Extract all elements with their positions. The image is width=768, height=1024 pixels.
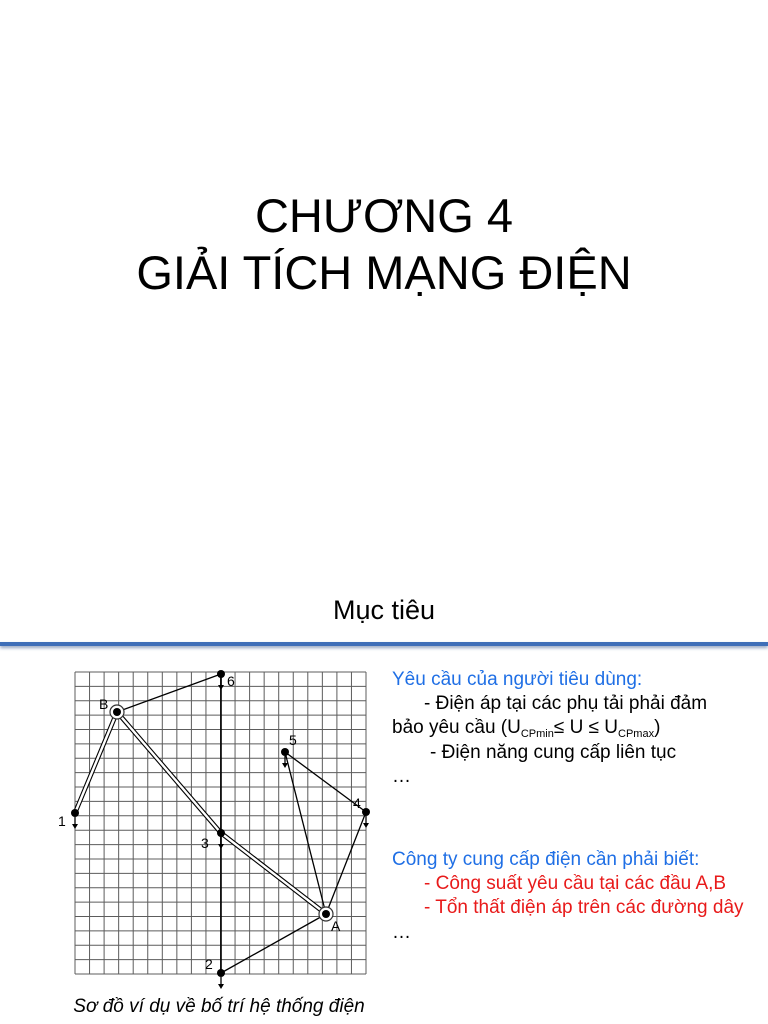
load-arrow-head (218, 685, 224, 690)
node-2 (217, 969, 225, 977)
node-b (113, 708, 121, 716)
utility-ellipsis: … (392, 921, 411, 943)
node-label-5: 5 (289, 732, 297, 748)
line-a-2 (221, 914, 326, 973)
node-label-a: A (331, 918, 341, 934)
node-5 (281, 748, 289, 756)
node-label-2: 2 (205, 956, 213, 972)
load-arrow-1 (72, 817, 78, 829)
u-cp-min-subscript: CPmin (520, 728, 554, 741)
network-diagram (50, 660, 380, 992)
load-arrow-head (282, 763, 288, 768)
chapter-name-title: GIẢI TÍCH MẠNG ĐIỆN (136, 246, 632, 299)
load-arrow-3 (218, 837, 224, 849)
close-paren: ) (654, 717, 661, 739)
node-3 (217, 829, 225, 837)
load-arrow-2 (218, 977, 224, 989)
utility-requirements (392, 848, 768, 945)
utility-item-power: - Công suất yêu cầu tại các đầu A,B (424, 873, 727, 895)
node-label-4: 4 (353, 795, 361, 811)
consumer-heading: Yêu cầu của người tiêu dùng: (392, 669, 643, 690)
voltage-relation: ≤ U ≤ U (553, 717, 619, 739)
diagram-caption: Sơ đồ ví dụ về bố trí hệ thống điện (73, 996, 365, 1017)
section-divider (0, 642, 768, 646)
objectives-heading: Mục tiêu (332, 595, 436, 625)
load-arrow-head (218, 844, 224, 849)
load-arrow-head (218, 984, 224, 989)
node-6 (217, 670, 225, 678)
utility-item-voltage-loss: - Tổn thất điện áp trên các đường dây (424, 897, 744, 919)
node-label-b: B (99, 696, 109, 712)
consumer-item-voltage: - Điện áp tại các phụ tải phải đảm (424, 693, 708, 715)
node-1 (71, 809, 79, 817)
consumer-ellipsis: … (392, 765, 411, 787)
load-arrow-head (363, 823, 369, 828)
consumer-item-continuity: - Điện năng cung cấp liên tục (430, 741, 677, 763)
consumer-item-voltage-cont (392, 716, 768, 740)
load-arrow-6 (218, 678, 224, 690)
chapter-number-title: CHƯƠNG 4 (254, 189, 514, 242)
voltage-text: bảo yêu cầu (U (392, 717, 521, 739)
load-arrow-head (72, 824, 78, 829)
utility-heading: Công ty cung cấp điện cần phải biết: (392, 849, 700, 870)
consumer-requirements (392, 668, 768, 789)
line-b-1 (75, 712, 117, 813)
line-b-6 (117, 674, 221, 712)
u-cp-max-subscript: CPmax (618, 728, 655, 741)
double-line-gap (75, 712, 117, 813)
node-label-1: 1 (58, 813, 66, 829)
node-label-3: 3 (201, 835, 209, 851)
node-a (322, 910, 330, 918)
node-4 (362, 808, 370, 816)
line-4-a (326, 812, 366, 914)
node-label-6: 6 (227, 673, 235, 689)
chapter-title (0, 187, 768, 301)
